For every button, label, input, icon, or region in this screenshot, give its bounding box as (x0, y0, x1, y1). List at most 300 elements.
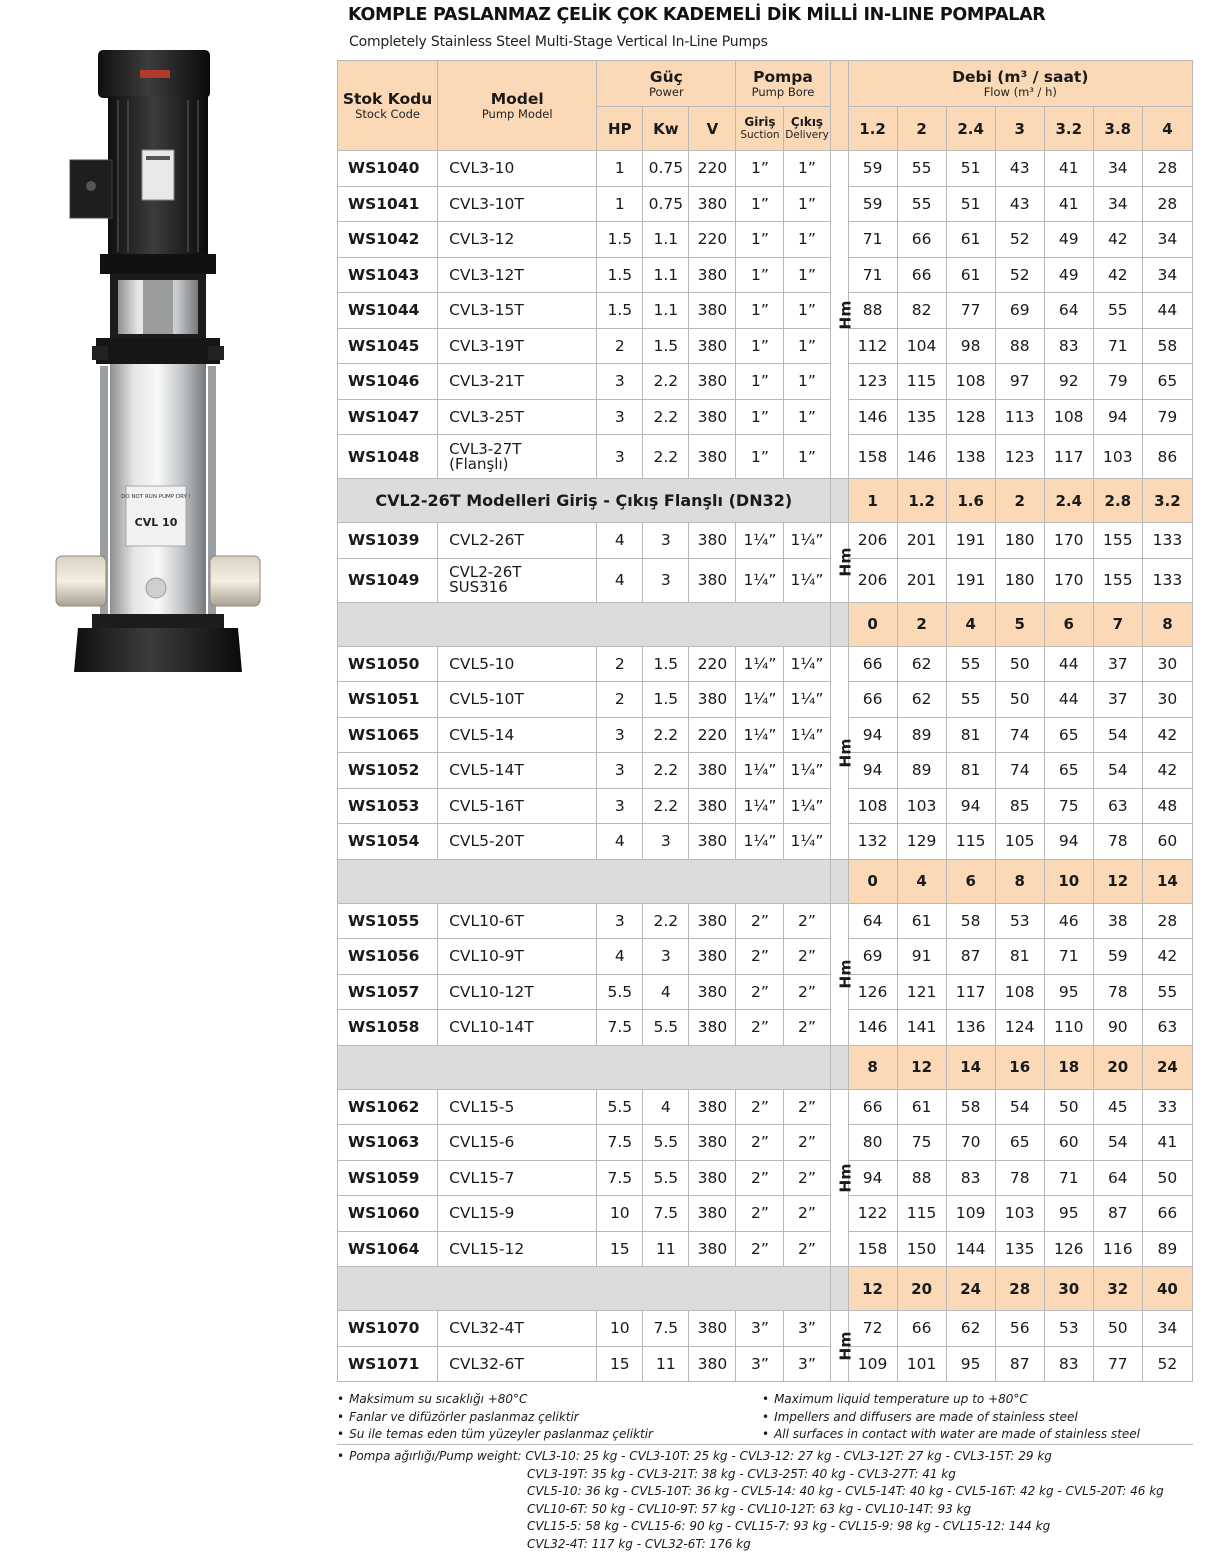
suction-size: 1” (736, 186, 784, 222)
model-line: SUS316 (449, 578, 508, 596)
head-value: 94 (848, 1160, 897, 1196)
separator-spacer (830, 1267, 848, 1311)
head-value: 74 (995, 717, 1044, 753)
hm-text: Hm (836, 547, 855, 577)
head-value: 117 (946, 974, 995, 1010)
suction-size: 1” (736, 257, 784, 293)
head-value: 126 (848, 974, 897, 1010)
hm-label (830, 1311, 855, 1382)
kw-value: 3 (643, 939, 689, 975)
head-value: 103 (897, 788, 946, 824)
kw-value: 3 (643, 558, 689, 602)
section-separator-row (338, 859, 1193, 903)
flow-rate-header: 0 (848, 602, 897, 646)
model-line: CVL10-6T (449, 911, 524, 930)
head-value: 30 (1142, 646, 1192, 682)
head-value: 55 (1093, 293, 1142, 329)
head-value: 109 (946, 1196, 995, 1232)
page-subtitle: Completely Stainless Steel Multi-Stage Vertical In-Line Pumps (349, 34, 768, 50)
head-value: 52 (995, 222, 1044, 258)
voltage-value: 380 (689, 753, 736, 789)
note-item: • Fanlar ve difüzörler paslanmaz çeliktir (337, 1409, 653, 1427)
model-line: CVL5-14T (449, 761, 524, 780)
table-row (338, 1196, 1193, 1232)
stock-code: WS1053 (338, 788, 438, 824)
head-value: 52 (1142, 1346, 1192, 1382)
suction-size: 1¼” (736, 646, 784, 682)
head-value: 50 (1044, 1089, 1093, 1125)
head-value: 158 (848, 435, 897, 479)
head-value: 86 (1142, 435, 1192, 479)
kw-value: 0.75 (643, 151, 689, 187)
head-value: 89 (897, 753, 946, 789)
head-value: 71 (848, 257, 897, 293)
head-value: 108 (995, 974, 1044, 1010)
flow-rate-header: 2.8 (1093, 479, 1142, 523)
hm-text: Hm (836, 1331, 855, 1361)
table-row (338, 257, 1193, 293)
kw-value: 7.5 (643, 1311, 689, 1347)
head-value: 83 (1044, 1346, 1093, 1382)
delivery-size: 2” (784, 1089, 830, 1125)
head-value: 65 (1044, 717, 1093, 753)
kw-value: 2.2 (643, 717, 689, 753)
head-value: 65 (1142, 364, 1192, 400)
model-name (438, 1160, 597, 1196)
table-row (338, 1010, 1193, 1046)
suction-size: 1¼” (736, 682, 784, 718)
head-value: 34 (1093, 151, 1142, 187)
stock-code: WS1048 (338, 435, 438, 479)
kw-value: 1.5 (643, 682, 689, 718)
kw-value: 2.2 (643, 399, 689, 435)
hm-text: Hm (836, 959, 855, 989)
flow-rate-header: 3 (995, 107, 1044, 151)
voltage-value: 380 (689, 903, 736, 939)
flow-rate-header: 6 (946, 859, 995, 903)
model-line: CVL32-6T (449, 1354, 524, 1373)
head-value: 69 (995, 293, 1044, 329)
suction-size: 1” (736, 151, 784, 187)
head-value: 28 (1142, 186, 1192, 222)
head-value: 75 (897, 1125, 946, 1161)
voltage-value: 380 (689, 435, 736, 479)
model-name (438, 939, 597, 975)
flow-header: Debi (m³ / saat) Flow (m³ / h) (848, 61, 1192, 107)
kw-value: 2.2 (643, 788, 689, 824)
flow-rate-header: 28 (995, 1267, 1044, 1311)
flow-rate-header: 4 (1142, 107, 1192, 151)
hp-value: 1.5 (597, 293, 643, 329)
kw-value: 11 (643, 1346, 689, 1382)
head-value: 94 (848, 717, 897, 753)
head-value: 50 (1142, 1160, 1192, 1196)
table-row (338, 788, 1193, 824)
head-value: 135 (995, 1231, 1044, 1267)
note-item: • Maximum liquid temperature up to +80°C (762, 1391, 1140, 1409)
head-value: 34 (1142, 257, 1192, 293)
model-line: CVL5-16T (449, 796, 524, 815)
stock-code: WS1050 (338, 646, 438, 682)
head-value: 87 (1093, 1196, 1142, 1232)
head-value: 201 (897, 523, 946, 559)
voltage-value: 380 (689, 1089, 736, 1125)
power-header: Güç Power (597, 61, 736, 107)
suction-size: 1¼” (736, 788, 784, 824)
model-line: CVL3-25T (449, 407, 524, 426)
head-value: 33 (1142, 1089, 1192, 1125)
head-value: 98 (946, 328, 995, 364)
delivery-size: 1” (784, 399, 830, 435)
head-value: 126 (1044, 1231, 1093, 1267)
head-value: 59 (1093, 939, 1142, 975)
pump-spec-table (337, 60, 1193, 1382)
model-line: CVL10-14T (449, 1018, 534, 1037)
delivery-size: 1” (784, 328, 830, 364)
hp-value: 4 (597, 824, 643, 860)
notes-english (762, 1391, 1140, 1444)
head-value: 51 (946, 186, 995, 222)
table-row (338, 682, 1193, 718)
head-value: 58 (946, 903, 995, 939)
flow-rate-header: 20 (897, 1267, 946, 1311)
head-value: 64 (1044, 293, 1093, 329)
hp-value: 1 (597, 151, 643, 187)
flow-rate-header: 3.2 (1142, 479, 1192, 523)
stock-code: WS1070 (338, 1311, 438, 1347)
head-value: 94 (946, 788, 995, 824)
head-value: 146 (848, 399, 897, 435)
hm-header-spacer (830, 61, 848, 151)
hm-label (830, 903, 855, 1045)
head-value: 206 (848, 558, 897, 602)
head-value: 170 (1044, 558, 1093, 602)
voltage-value: 220 (689, 222, 736, 258)
table-row (338, 974, 1193, 1010)
delivery-size: 1” (784, 257, 830, 293)
head-value: 87 (946, 939, 995, 975)
section-separator-row (338, 602, 1193, 646)
section-separator-row (338, 1267, 1193, 1311)
suction-size: 1” (736, 435, 784, 479)
flow-rate-header: 1 (848, 479, 897, 523)
head-value: 103 (995, 1196, 1044, 1232)
head-value: 88 (848, 293, 897, 329)
model-name (438, 523, 597, 559)
flow-rate-header: 0 (848, 859, 897, 903)
head-value: 133 (1142, 558, 1192, 602)
table-row (338, 903, 1193, 939)
head-value: 113 (995, 399, 1044, 435)
delivery-size: 1” (784, 151, 830, 187)
kw-value: 4 (643, 1089, 689, 1125)
hp-value: 3 (597, 753, 643, 789)
delivery-size: 2” (784, 1231, 830, 1267)
suction-size: 1¼” (736, 753, 784, 789)
model-line: CVL3-12 (449, 230, 515, 249)
stock-code: WS1042 (338, 222, 438, 258)
model-name (438, 151, 597, 187)
flow-rate-header: 2 (897, 107, 946, 151)
suction-size: 2” (736, 1125, 784, 1161)
head-value: 48 (1142, 788, 1192, 824)
head-value: 116 (1093, 1231, 1142, 1267)
hp-value: 3 (597, 364, 643, 400)
stock-code: WS1051 (338, 682, 438, 718)
table-row (338, 435, 1193, 479)
table-row (338, 222, 1193, 258)
model-name (438, 1089, 597, 1125)
head-value: 71 (848, 222, 897, 258)
flow-rate-header: 40 (1142, 1267, 1192, 1311)
hm-label (830, 151, 855, 479)
head-value: 78 (1093, 974, 1142, 1010)
suction-size: 2” (736, 1196, 784, 1232)
model-name (438, 1125, 597, 1161)
head-value: 58 (1142, 328, 1192, 364)
model-name (438, 399, 597, 435)
head-value: 90 (1093, 1010, 1142, 1046)
stock-code: WS1039 (338, 523, 438, 559)
delivery-size: 2” (784, 939, 830, 975)
head-value: 44 (1142, 293, 1192, 329)
head-value: 62 (897, 682, 946, 718)
head-value: 88 (897, 1160, 946, 1196)
hp-value: 1.5 (597, 222, 643, 258)
delivery-size: 1¼” (784, 523, 830, 559)
head-value: 61 (897, 903, 946, 939)
suction-size: 2” (736, 1010, 784, 1046)
head-value: 88 (995, 328, 1044, 364)
kw-value: 2.2 (643, 364, 689, 400)
weight-line: CVL15-5: 58 kg - CVL15-6: 90 kg - CVL15-7: 93 kg - CVL15-9: 98 kg - CVL15-12: 144 kg (527, 1519, 1051, 1534)
kw-value: 2.2 (643, 753, 689, 789)
voltage-value: 380 (689, 939, 736, 975)
hp-value: 5.5 (597, 1089, 643, 1125)
hm-text: Hm (836, 1163, 855, 1193)
stock-code: WS1060 (338, 1196, 438, 1232)
head-value: 61 (897, 1089, 946, 1125)
head-value: 79 (1093, 364, 1142, 400)
head-value: 108 (848, 788, 897, 824)
head-value: 180 (995, 558, 1044, 602)
pump-product-image (48, 40, 288, 680)
head-value: 87 (995, 1346, 1044, 1382)
head-value: 49 (1044, 222, 1093, 258)
hp-value: 5.5 (597, 974, 643, 1010)
hp-value: 10 (597, 1196, 643, 1232)
head-value: 69 (848, 939, 897, 975)
stock-code: WS1058 (338, 1010, 438, 1046)
head-value: 28 (1142, 903, 1192, 939)
flow-rate-header: 14 (1142, 859, 1192, 903)
head-value: 128 (946, 399, 995, 435)
head-value: 63 (1093, 788, 1142, 824)
voltage-value: 380 (689, 1160, 736, 1196)
suction-size: 2” (736, 939, 784, 975)
head-value: 37 (1093, 682, 1142, 718)
pump-bore-header: Pompa Pump Bore (736, 61, 830, 107)
head-value: 115 (897, 1196, 946, 1232)
head-value: 108 (946, 364, 995, 400)
head-value: 54 (1093, 717, 1142, 753)
head-value: 129 (897, 824, 946, 860)
kw-value: 1.5 (643, 646, 689, 682)
table-row (338, 399, 1193, 435)
suction-size: 2” (736, 974, 784, 1010)
delivery-size: 3” (784, 1346, 830, 1382)
hp-value: 2 (597, 646, 643, 682)
head-value: 55 (946, 682, 995, 718)
voltage-value: 380 (689, 788, 736, 824)
suction-size: 3” (736, 1311, 784, 1347)
stock-code: WS1055 (338, 903, 438, 939)
voltage-value: 380 (689, 1125, 736, 1161)
head-value: 77 (946, 293, 995, 329)
stock-code: WS1065 (338, 717, 438, 753)
head-value: 117 (1044, 435, 1093, 479)
flow-rate-header: 2.4 (946, 107, 995, 151)
voltage-value: 380 (689, 1196, 736, 1232)
head-value: 55 (1142, 974, 1192, 1010)
table-row (338, 364, 1193, 400)
head-value: 66 (848, 646, 897, 682)
flow-rate-header: 8 (1142, 602, 1192, 646)
head-value: 42 (1142, 753, 1192, 789)
stock-code: WS1071 (338, 1346, 438, 1382)
delivery-size: 1¼” (784, 788, 830, 824)
flow-rate-header: 18 (1044, 1045, 1093, 1089)
head-value: 136 (946, 1010, 995, 1046)
head-value: 121 (897, 974, 946, 1010)
voltage-value: 380 (689, 186, 736, 222)
head-value: 109 (848, 1346, 897, 1382)
note-item: • Maksimum su sıcaklığı +80°C (337, 1391, 653, 1409)
weight-line (337, 1448, 1164, 1466)
hp-value: 3 (597, 788, 643, 824)
head-value: 191 (946, 558, 995, 602)
head-value: 58 (946, 1089, 995, 1125)
head-value: 94 (848, 753, 897, 789)
head-value: 41 (1044, 186, 1093, 222)
flow-rate-header: 6 (1044, 602, 1093, 646)
flow-rate-header: 12 (1093, 859, 1142, 903)
flow-rate-header: 1.2 (897, 479, 946, 523)
table-row (338, 558, 1193, 602)
model-name (438, 682, 597, 718)
kw-value: 3 (643, 824, 689, 860)
head-value: 101 (897, 1346, 946, 1382)
hp-value: 1 (597, 186, 643, 222)
delivery-size: 1¼” (784, 558, 830, 602)
suction-size: 2” (736, 1160, 784, 1196)
hm-label (830, 523, 855, 603)
stock-code: WS1045 (338, 328, 438, 364)
head-value: 50 (995, 682, 1044, 718)
voltage-value: 380 (689, 523, 736, 559)
head-value: 74 (995, 753, 1044, 789)
hp-value: 7.5 (597, 1010, 643, 1046)
model-line: CVL15-9 (449, 1204, 515, 1223)
model-name (438, 186, 597, 222)
head-value: 54 (995, 1089, 1044, 1125)
voltage-header: V (689, 107, 736, 151)
kw-header: Kw (643, 107, 689, 151)
head-value: 64 (848, 903, 897, 939)
stock-code: WS1064 (338, 1231, 438, 1267)
head-value: 81 (946, 753, 995, 789)
model-line: CVL5-10 (449, 654, 515, 673)
model-name (438, 222, 597, 258)
model-name (438, 293, 597, 329)
head-value: 170 (1044, 523, 1093, 559)
head-value: 46 (1044, 903, 1093, 939)
stock-code: WS1057 (338, 974, 438, 1010)
stock-code: WS1063 (338, 1125, 438, 1161)
stock-code: WS1040 (338, 151, 438, 187)
notes-turkish (337, 1391, 653, 1444)
delivery-size: 1¼” (784, 717, 830, 753)
head-value: 41 (1044, 151, 1093, 187)
head-value: 124 (995, 1010, 1044, 1046)
svg-text:DO NOT RUN PUMP DRY !: DO NOT RUN PUMP DRY ! (121, 494, 191, 500)
table-row (338, 523, 1193, 559)
head-value: 122 (848, 1196, 897, 1232)
voltage-value: 380 (689, 1231, 736, 1267)
head-value: 105 (995, 824, 1044, 860)
head-value: 104 (897, 328, 946, 364)
model-header: Model Pump Model (438, 61, 597, 151)
model-line: CVL15-12 (449, 1239, 525, 1258)
head-value: 61 (946, 222, 995, 258)
flow-rate-header: 32 (1093, 1267, 1142, 1311)
head-value: 37 (1093, 646, 1142, 682)
delivery-header: Çıkış Delivery (784, 107, 830, 151)
note-item: • All surfaces in contact with water are made of stainless steel (762, 1426, 1140, 1444)
model-line: CVL3-27T (449, 439, 522, 458)
weight-line: CVL10-6T: 50 kg - CVL10-9T: 57 kg - CVL10-12T: 63 kg - CVL10-14T: 93 kg (527, 1501, 972, 1516)
weight-values: CVL3-10: 25 kg - CVL3-10T: 25 kg - CVL3-12: 27 kg - CVL3-12T: 27 kg - CVL3-15T: 29 kg (525, 1449, 1052, 1463)
pump-weights (337, 1448, 1164, 1554)
model-name (438, 257, 597, 293)
weight-line: CVL32-4T: 117 kg - CVL32-6T: 176 kg (527, 1536, 751, 1551)
hp-value: 4 (597, 558, 643, 602)
stock-code: WS1056 (338, 939, 438, 975)
model-name (438, 1311, 597, 1347)
model-name (438, 328, 597, 364)
head-value: 135 (897, 399, 946, 435)
table-row (338, 717, 1193, 753)
head-value: 44 (1044, 646, 1093, 682)
head-value: 70 (946, 1125, 995, 1161)
model-name (438, 558, 597, 602)
table-row (338, 186, 1193, 222)
head-value: 65 (995, 1125, 1044, 1161)
model-name (438, 903, 597, 939)
table-row (338, 328, 1193, 364)
head-value: 146 (897, 435, 946, 479)
head-value: 43 (995, 186, 1044, 222)
head-value: 66 (848, 1089, 897, 1125)
delivery-size: 2” (784, 1125, 830, 1161)
separator-spacer (830, 859, 848, 903)
delivery-size: 1” (784, 364, 830, 400)
weight-label: Pompa ağırlığı/Pump weight: (349, 1449, 526, 1463)
model-name (438, 1010, 597, 1046)
flow-rate-header: 30 (1044, 1267, 1093, 1311)
note-item: • Su ile temas eden tüm yüzeyler paslanmaz çeliktir (337, 1426, 653, 1444)
flow-rate-header: 24 (946, 1267, 995, 1311)
